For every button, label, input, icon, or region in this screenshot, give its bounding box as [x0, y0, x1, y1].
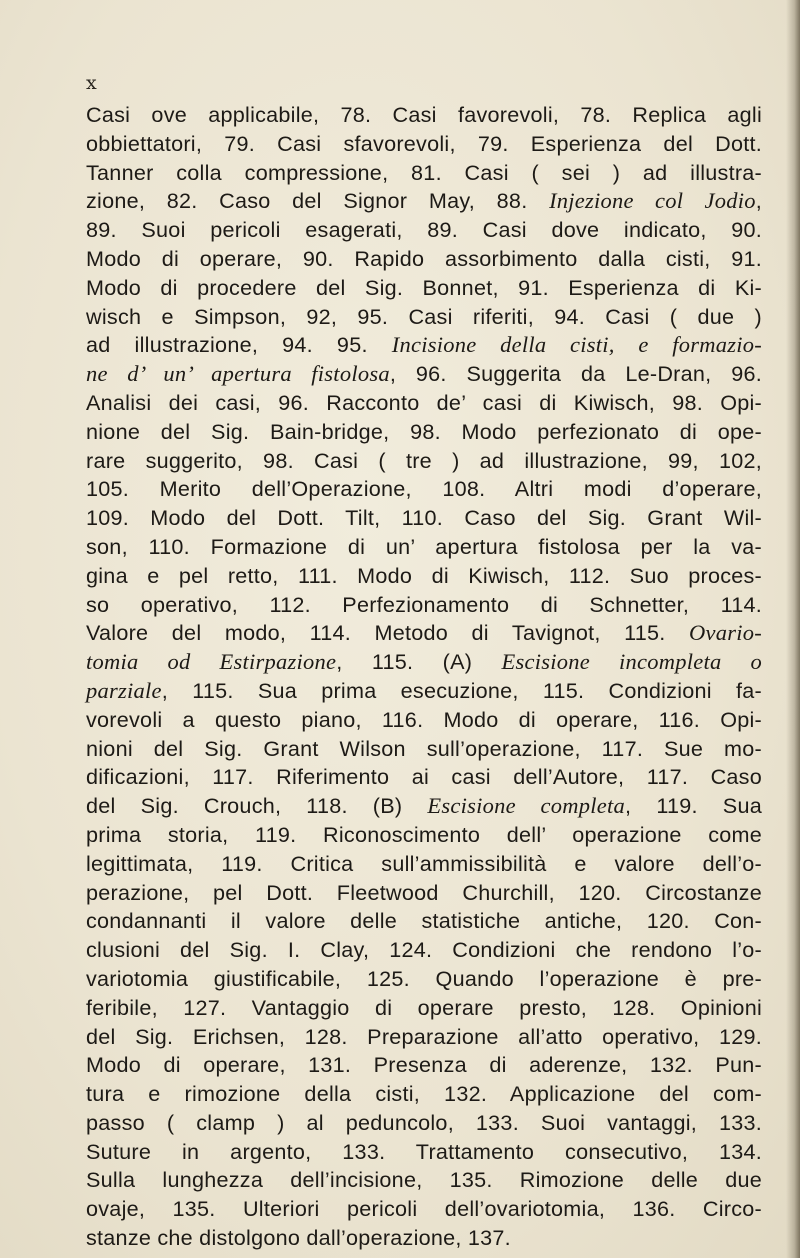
text-line	[86, 1166, 762, 1195]
text-line	[86, 907, 762, 936]
text-line	[86, 159, 762, 188]
text-segment: nione del Sig. Bain-bridge, 98. Modo perfezionato di ope-	[86, 418, 762, 444]
text-line	[86, 360, 762, 389]
text-line	[86, 245, 762, 274]
italic-text-segment: Injezione col Jodio	[549, 188, 756, 214]
text-segment: zione, 82. Caso del Signor May, 88.	[86, 188, 550, 214]
text-segment: condannanti il valore delle statistiche antiche, 120. Con-	[86, 908, 762, 934]
text-segment: wisch e Simpson, 92, 95. Casi riferiti, 94. Casi ( due )	[86, 303, 762, 329]
text-line	[86, 533, 762, 562]
text-segment: tura e rimozione della cisti, 132. Applicazione del com-	[86, 1081, 762, 1107]
text-line	[86, 1224, 762, 1253]
text-segment: del Sig. Erichsen, 128. Preparazione all’atto operativo, 129.	[86, 1023, 762, 1049]
italic-text-segment: Escisione completa	[427, 793, 626, 819]
text-line	[86, 303, 762, 332]
text-segment: prima storia, 119. Riconoscimento dell’ operazione come	[86, 821, 762, 847]
text-line	[86, 879, 762, 908]
text-segment: stanze che distolgono dall’operazione, 137.	[86, 1225, 511, 1251]
text-line	[86, 101, 762, 130]
text-line	[86, 936, 762, 965]
text-segment: perazione, pel Dott. Fleetwood Churchill, 120. Circostanze	[86, 879, 762, 905]
text-line	[86, 965, 762, 994]
text-segment: 105. Merito dell’Operazione, 108. Altri modi d’operare,	[86, 476, 762, 502]
page-edge-shadow	[786, 0, 800, 1258]
text-segment: ad illustrazione, 94. 95.	[86, 332, 392, 358]
text-segment: Suture in argento, 133. Trattamento consecutivo, 134.	[86, 1138, 762, 1164]
text-line	[86, 994, 762, 1023]
text-segment: Analisi dei casi, 96. Racconto de’ casi di Kiwisch, 98. Opi-	[86, 389, 762, 415]
text-segment: rare suggerito, 98. Casi ( tre ) ad illustrazione, 99, 102,	[86, 447, 762, 473]
text-segment: variotomia giustificabile, 125. Quando l’operazione è pre-	[86, 965, 762, 991]
text-segment: , 96. Suggerita da Le-Dran, 96.	[389, 361, 762, 387]
text-segment: son, 110. Formazione di un’ apertura fistolosa per la va-	[86, 533, 762, 559]
text-segment: so operativo, 112. Perfezionamento di Schnetter, 114.	[86, 591, 762, 617]
text-line	[86, 274, 762, 303]
text-line	[86, 1195, 762, 1224]
text-line	[86, 1023, 762, 1052]
italic-text-segment: Incisione della cisti, e formazio-	[391, 332, 762, 358]
italic-text-segment: parziale	[86, 677, 162, 703]
italic-text-segment: Escisione incompleta o	[501, 649, 762, 675]
text-segment: ovaje, 135. Ulteriori pericoli dell’ovariotomia, 136. Circo-	[86, 1196, 762, 1222]
index-text-block	[86, 101, 762, 1253]
text-segment: Modo di operare, 90. Rapido assorbimento dalla cisti, 91.	[86, 245, 762, 271]
text-segment: del Sig. Crouch, 118. (B)	[86, 793, 428, 819]
text-segment: Valore del modo, 114. Metodo di Tavignot, 115.	[86, 620, 689, 646]
text-line	[86, 706, 762, 735]
text-line	[86, 1080, 762, 1109]
text-line	[86, 504, 762, 533]
text-line	[86, 821, 762, 850]
text-segment: Modo di procedere del Sig. Bonnet, 91. Esperienza di Ki-	[86, 274, 762, 300]
text-segment: legittimata, 119. Critica sull’ammissibilità e valore dell’o-	[86, 850, 762, 876]
text-line	[86, 792, 762, 821]
text-line	[86, 389, 762, 418]
text-line	[86, 677, 762, 706]
text-line	[86, 850, 762, 879]
text-line	[86, 1138, 762, 1167]
page-number: x	[86, 72, 97, 94]
text-line	[86, 648, 762, 677]
text-line	[86, 418, 762, 447]
italic-text-segment: tomia od Estirpazione	[86, 649, 337, 675]
text-segment: ,	[755, 188, 762, 214]
text-segment: gina e pel retto, 111. Modo di Kiwisch, 112. Suo proces-	[86, 562, 762, 588]
text-segment: dificazioni, 117. Riferimento ai casi dell’Autore, 117. Caso	[86, 764, 762, 790]
text-line	[86, 130, 762, 159]
italic-text-segment: Ovario-	[689, 620, 762, 646]
text-line	[86, 1109, 762, 1138]
text-line	[86, 187, 762, 216]
text-segment: obbiettatori, 79. Casi sfavorevoli, 79. Esperienza del Dott.	[86, 130, 762, 156]
text-line	[86, 447, 762, 476]
text-segment: Tanner colla compressione, 81. Casi ( sei ) ad illustra-	[86, 159, 762, 185]
text-segment: Casi ove applicabile, 78. Casi favorevoli, 78. Replica agli	[86, 102, 762, 127]
text-segment: clusioni del Sig. I. Clay, 124. Condizioni che rendono l’o-	[86, 937, 762, 963]
text-line	[86, 562, 762, 591]
italic-text-segment: ne d’ un’ apertura fistolosa	[86, 361, 390, 387]
text-line	[86, 216, 762, 245]
text-segment: nioni del Sig. Grant Wilson sull’operazione, 117. Sue mo-	[86, 735, 762, 761]
text-line	[86, 475, 762, 504]
text-segment: , 115. Sua prima esecuzione, 115. Condizioni fa-	[161, 677, 762, 703]
text-segment: , 119. Sua	[625, 793, 762, 819]
text-segment: Sulla lunghezza dell’incisione, 135. Rimozione delle due	[86, 1167, 762, 1193]
text-line	[86, 591, 762, 620]
text-line	[86, 619, 762, 648]
text-line	[86, 763, 762, 792]
text-segment: Modo di operare, 131. Presenza di aderenze, 132. Pun-	[86, 1052, 762, 1078]
text-segment: passo ( clamp ) al peduncolo, 133. Suoi vantaggi, 133.	[86, 1109, 762, 1135]
text-segment: , 115. (A)	[336, 649, 502, 675]
text-segment: 89. Suoi pericoli esagerati, 89. Casi dove indicato, 90.	[86, 217, 762, 243]
text-line	[86, 735, 762, 764]
text-segment: 109. Modo del Dott. Tilt, 110. Caso del Sig. Grant Wil-	[86, 505, 762, 531]
text-segment: feribile, 127. Vantaggio di operare presto, 128. Opinioni	[86, 994, 762, 1020]
text-line	[86, 1051, 762, 1080]
text-segment: vorevoli a questo piano, 116. Modo di operare, 116. Opi-	[86, 706, 762, 732]
text-line	[86, 331, 762, 360]
